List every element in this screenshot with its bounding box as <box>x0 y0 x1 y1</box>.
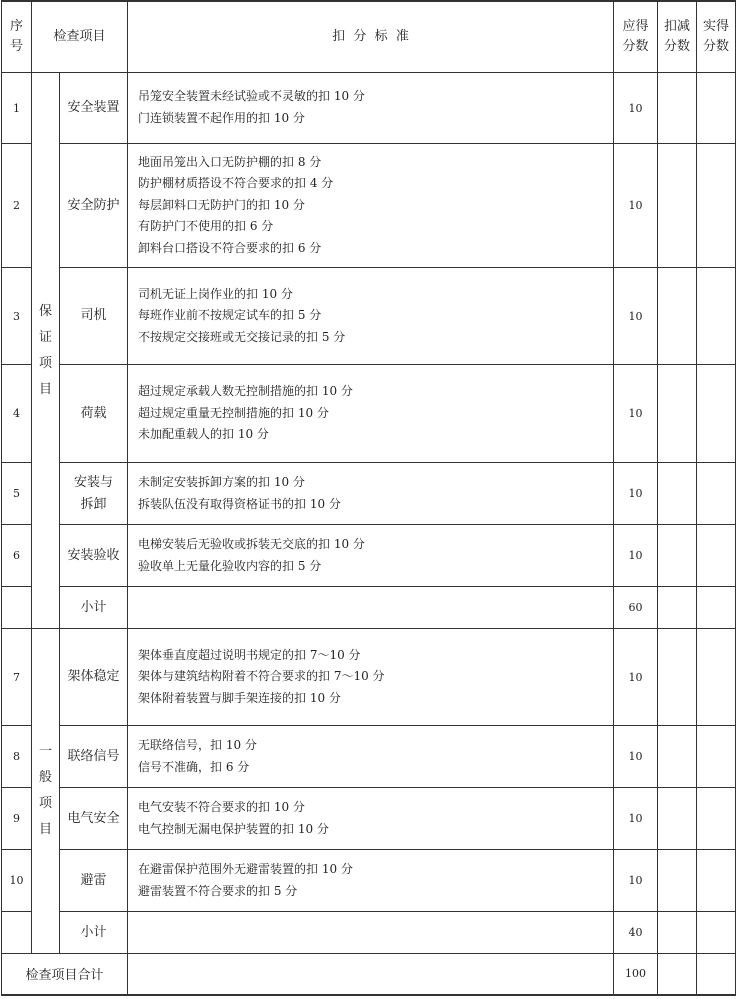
criteria-line: 架体垂直度超过说明书规定的扣 7～10 分 <box>138 647 361 662</box>
row-criteria <box>128 144 614 268</box>
group-char: 项 <box>38 796 52 811</box>
group-char: 目 <box>38 381 52 397</box>
row-due-score: 40 <box>614 912 658 954</box>
row-criteria <box>128 73 614 144</box>
table-row <box>2 144 736 268</box>
group-char: 般 <box>38 770 52 785</box>
row-criteria <box>128 788 614 850</box>
row-actual-cell <box>697 73 736 144</box>
row-seq <box>2 587 32 629</box>
row-deduct-cell <box>658 850 697 912</box>
row-due-score: 10 <box>614 850 658 912</box>
group-char: 证 <box>38 329 52 345</box>
row-item <box>60 463 128 525</box>
row-deduct-cell <box>658 365 697 463</box>
total-criteria-cell <box>128 954 614 995</box>
group-general-items <box>32 629 60 954</box>
total-deduct-cell <box>658 954 697 995</box>
row-due-score: 60 <box>614 587 658 629</box>
table-row <box>2 525 736 587</box>
header-actual-score: 实得 分数 <box>697 1 736 73</box>
item-label: 架体稳定 <box>67 669 120 684</box>
table-row <box>2 463 736 525</box>
row-seq: 1 <box>2 73 32 144</box>
criteria-line: 司机无证上岗作业的扣 10 分 <box>138 286 293 301</box>
table-row <box>2 726 736 788</box>
criteria-line: 超过规定承载人数无控制措施的扣 10 分 <box>138 384 353 399</box>
row-seq: 8 <box>2 726 32 788</box>
row-seq: 5 <box>2 463 32 525</box>
row-criteria <box>128 463 614 525</box>
item-label: 安全装置 <box>67 100 120 115</box>
row-actual-cell <box>697 726 736 788</box>
header-deduct-score: 扣减 分数 <box>658 1 697 73</box>
row-item <box>60 73 128 144</box>
group-char: 项 <box>38 355 52 371</box>
criteria-line: 地面吊笼出入口无防护棚的扣 8 分 <box>138 154 322 169</box>
table-row <box>2 587 736 629</box>
group-char: 保 <box>38 303 52 319</box>
row-criteria <box>128 268 614 365</box>
row-seq: 4 <box>2 365 32 463</box>
item-label: 安装验收 <box>67 547 120 563</box>
row-due-score: 10 <box>614 365 658 463</box>
row-criteria <box>128 629 614 726</box>
row-due-score: 10 <box>614 463 658 525</box>
row-deduct-cell <box>658 525 697 587</box>
row-deduct-cell <box>658 463 697 525</box>
row-seq: 2 <box>2 144 32 268</box>
header-due-score: 应得 分数 <box>614 1 658 73</box>
row-due-score: 10 <box>614 525 658 587</box>
row-actual-cell <box>697 912 736 954</box>
criteria-line: 验收单上无量化验收内容的扣 5 分 <box>138 558 322 573</box>
item-label: 司机 <box>80 308 107 323</box>
item-label: 安全防护 <box>67 197 120 213</box>
row-actual-cell <box>697 629 736 726</box>
criteria-line: 架体与建筑结构附着不符合要求的扣 7～10 分 <box>138 669 385 684</box>
total-actual-cell <box>697 954 736 995</box>
item-label: 联络信号 <box>67 748 120 764</box>
item-label: 小计 <box>80 924 107 940</box>
criteria-line: 防护棚材质搭设不符合要求的扣 4 分 <box>138 176 334 191</box>
row-item <box>60 365 128 463</box>
row-seq: 6 <box>2 525 32 587</box>
table-row <box>2 850 736 912</box>
row-deduct-cell <box>658 144 697 268</box>
row-due-score: 10 <box>614 144 658 268</box>
row-due-score: 10 <box>614 788 658 850</box>
row-deduct-cell <box>658 726 697 788</box>
table-row <box>2 365 736 463</box>
criteria-line: 避雷装置不符合要求的扣 5 分 <box>138 883 298 898</box>
row-seq: 9 <box>2 788 32 850</box>
item-label: 小计 <box>80 599 107 615</box>
header-row <box>2 1 736 73</box>
row-deduct-cell <box>658 788 697 850</box>
criteria-line: 无联络信号，扣 10 分 <box>138 737 257 752</box>
group-char: 一 <box>38 744 52 759</box>
row-item <box>60 525 128 587</box>
criteria-line: 电气控制无漏电保护装置的扣 10 分 <box>138 821 329 836</box>
row-item <box>60 629 128 726</box>
criteria-line: 超过规定重量无控制措施的扣 10 分 <box>138 405 329 420</box>
row-deduct-cell <box>658 629 697 726</box>
header-criteria: 扣 分 标 准 <box>128 1 614 73</box>
total-score: 100 <box>614 954 658 995</box>
table-row <box>2 629 736 726</box>
item-label: 电气安全 <box>67 810 120 826</box>
row-item <box>60 268 128 365</box>
criteria-line: 吊笼安全装置未经试验或不灵敏的扣 10 分 <box>138 89 365 104</box>
row-criteria <box>128 912 614 954</box>
row-item <box>60 850 128 912</box>
header-seq: 序 号 <box>2 1 32 73</box>
criteria-line: 未制定安装拆卸方案的扣 10 分 <box>138 474 305 489</box>
row-criteria <box>128 850 614 912</box>
criteria-line: 电梯安装后无验收或拆装无交底的扣 10 分 <box>138 536 365 551</box>
criteria-line: 门连锁装置不起作用的扣 10 分 <box>138 111 305 125</box>
group-char: 目 <box>38 822 52 837</box>
criteria-line: 每层卸料口无防护门的扣 10 分 <box>138 197 305 212</box>
row-due-score: 10 <box>614 629 658 726</box>
item-label: 安装与 <box>74 474 114 490</box>
row-deduct-cell <box>658 587 697 629</box>
row-due-score: 10 <box>614 726 658 788</box>
row-actual-cell <box>697 788 736 850</box>
row-seq: 7 <box>2 629 32 726</box>
criteria-line: 不按规定交接班或无交接记录的扣 5 分 <box>138 329 346 344</box>
row-deduct-cell <box>658 268 697 365</box>
criteria-line: 每班作业前不按规定试车的扣 5 分 <box>138 308 322 323</box>
inspection-score-table <box>1 0 736 996</box>
total-row <box>2 954 736 995</box>
row-item <box>60 587 128 629</box>
table-row <box>2 912 736 954</box>
table-row <box>2 268 736 365</box>
row-criteria <box>128 525 614 587</box>
table-row <box>2 788 736 850</box>
group-guarantee-items <box>32 73 60 629</box>
row-item <box>60 912 128 954</box>
row-seq <box>2 912 32 954</box>
row-seq: 3 <box>2 268 32 365</box>
total-label: 检查项目合计 <box>2 954 128 995</box>
criteria-line: 未加配重载人的扣 10 分 <box>138 427 269 442</box>
item-label: 拆卸 <box>80 496 107 512</box>
row-due-score: 10 <box>614 73 658 144</box>
criteria-line: 卸料台口搭设不符合要求的扣 6 分 <box>138 240 322 255</box>
row-item <box>60 144 128 268</box>
row-actual-cell <box>697 268 736 365</box>
row-criteria <box>128 726 614 788</box>
criteria-line: 架体附着装置与脚手架连接的扣 10 分 <box>138 690 341 705</box>
row-criteria <box>128 587 614 629</box>
row-actual-cell <box>697 850 736 912</box>
row-actual-cell <box>697 463 736 525</box>
item-label: 避雷 <box>80 872 107 888</box>
row-due-score: 10 <box>614 268 658 365</box>
row-actual-cell <box>697 587 736 629</box>
table-body <box>2 73 736 954</box>
row-actual-cell <box>697 144 736 268</box>
row-criteria <box>128 365 614 463</box>
criteria-line: 电气安装不符合要求的扣 10 分 <box>138 799 305 814</box>
header-item: 检查项目 <box>32 1 128 73</box>
item-label: 荷载 <box>80 405 107 421</box>
criteria-line: 有防护门不使用的扣 6 分 <box>138 219 274 234</box>
row-actual-cell <box>697 525 736 587</box>
row-item <box>60 788 128 850</box>
row-seq: 10 <box>2 850 32 912</box>
row-deduct-cell <box>658 73 697 144</box>
row-actual-cell <box>697 365 736 463</box>
criteria-line: 信号不准确，扣 6 分 <box>138 759 250 774</box>
row-deduct-cell <box>658 912 697 954</box>
criteria-line: 在避雷保护范围外无避雷装置的扣 10 分 <box>138 861 353 876</box>
criteria-line: 拆装队伍没有取得资格证书的扣 10 分 <box>138 496 341 511</box>
table-row <box>2 73 736 144</box>
row-item <box>60 726 128 788</box>
